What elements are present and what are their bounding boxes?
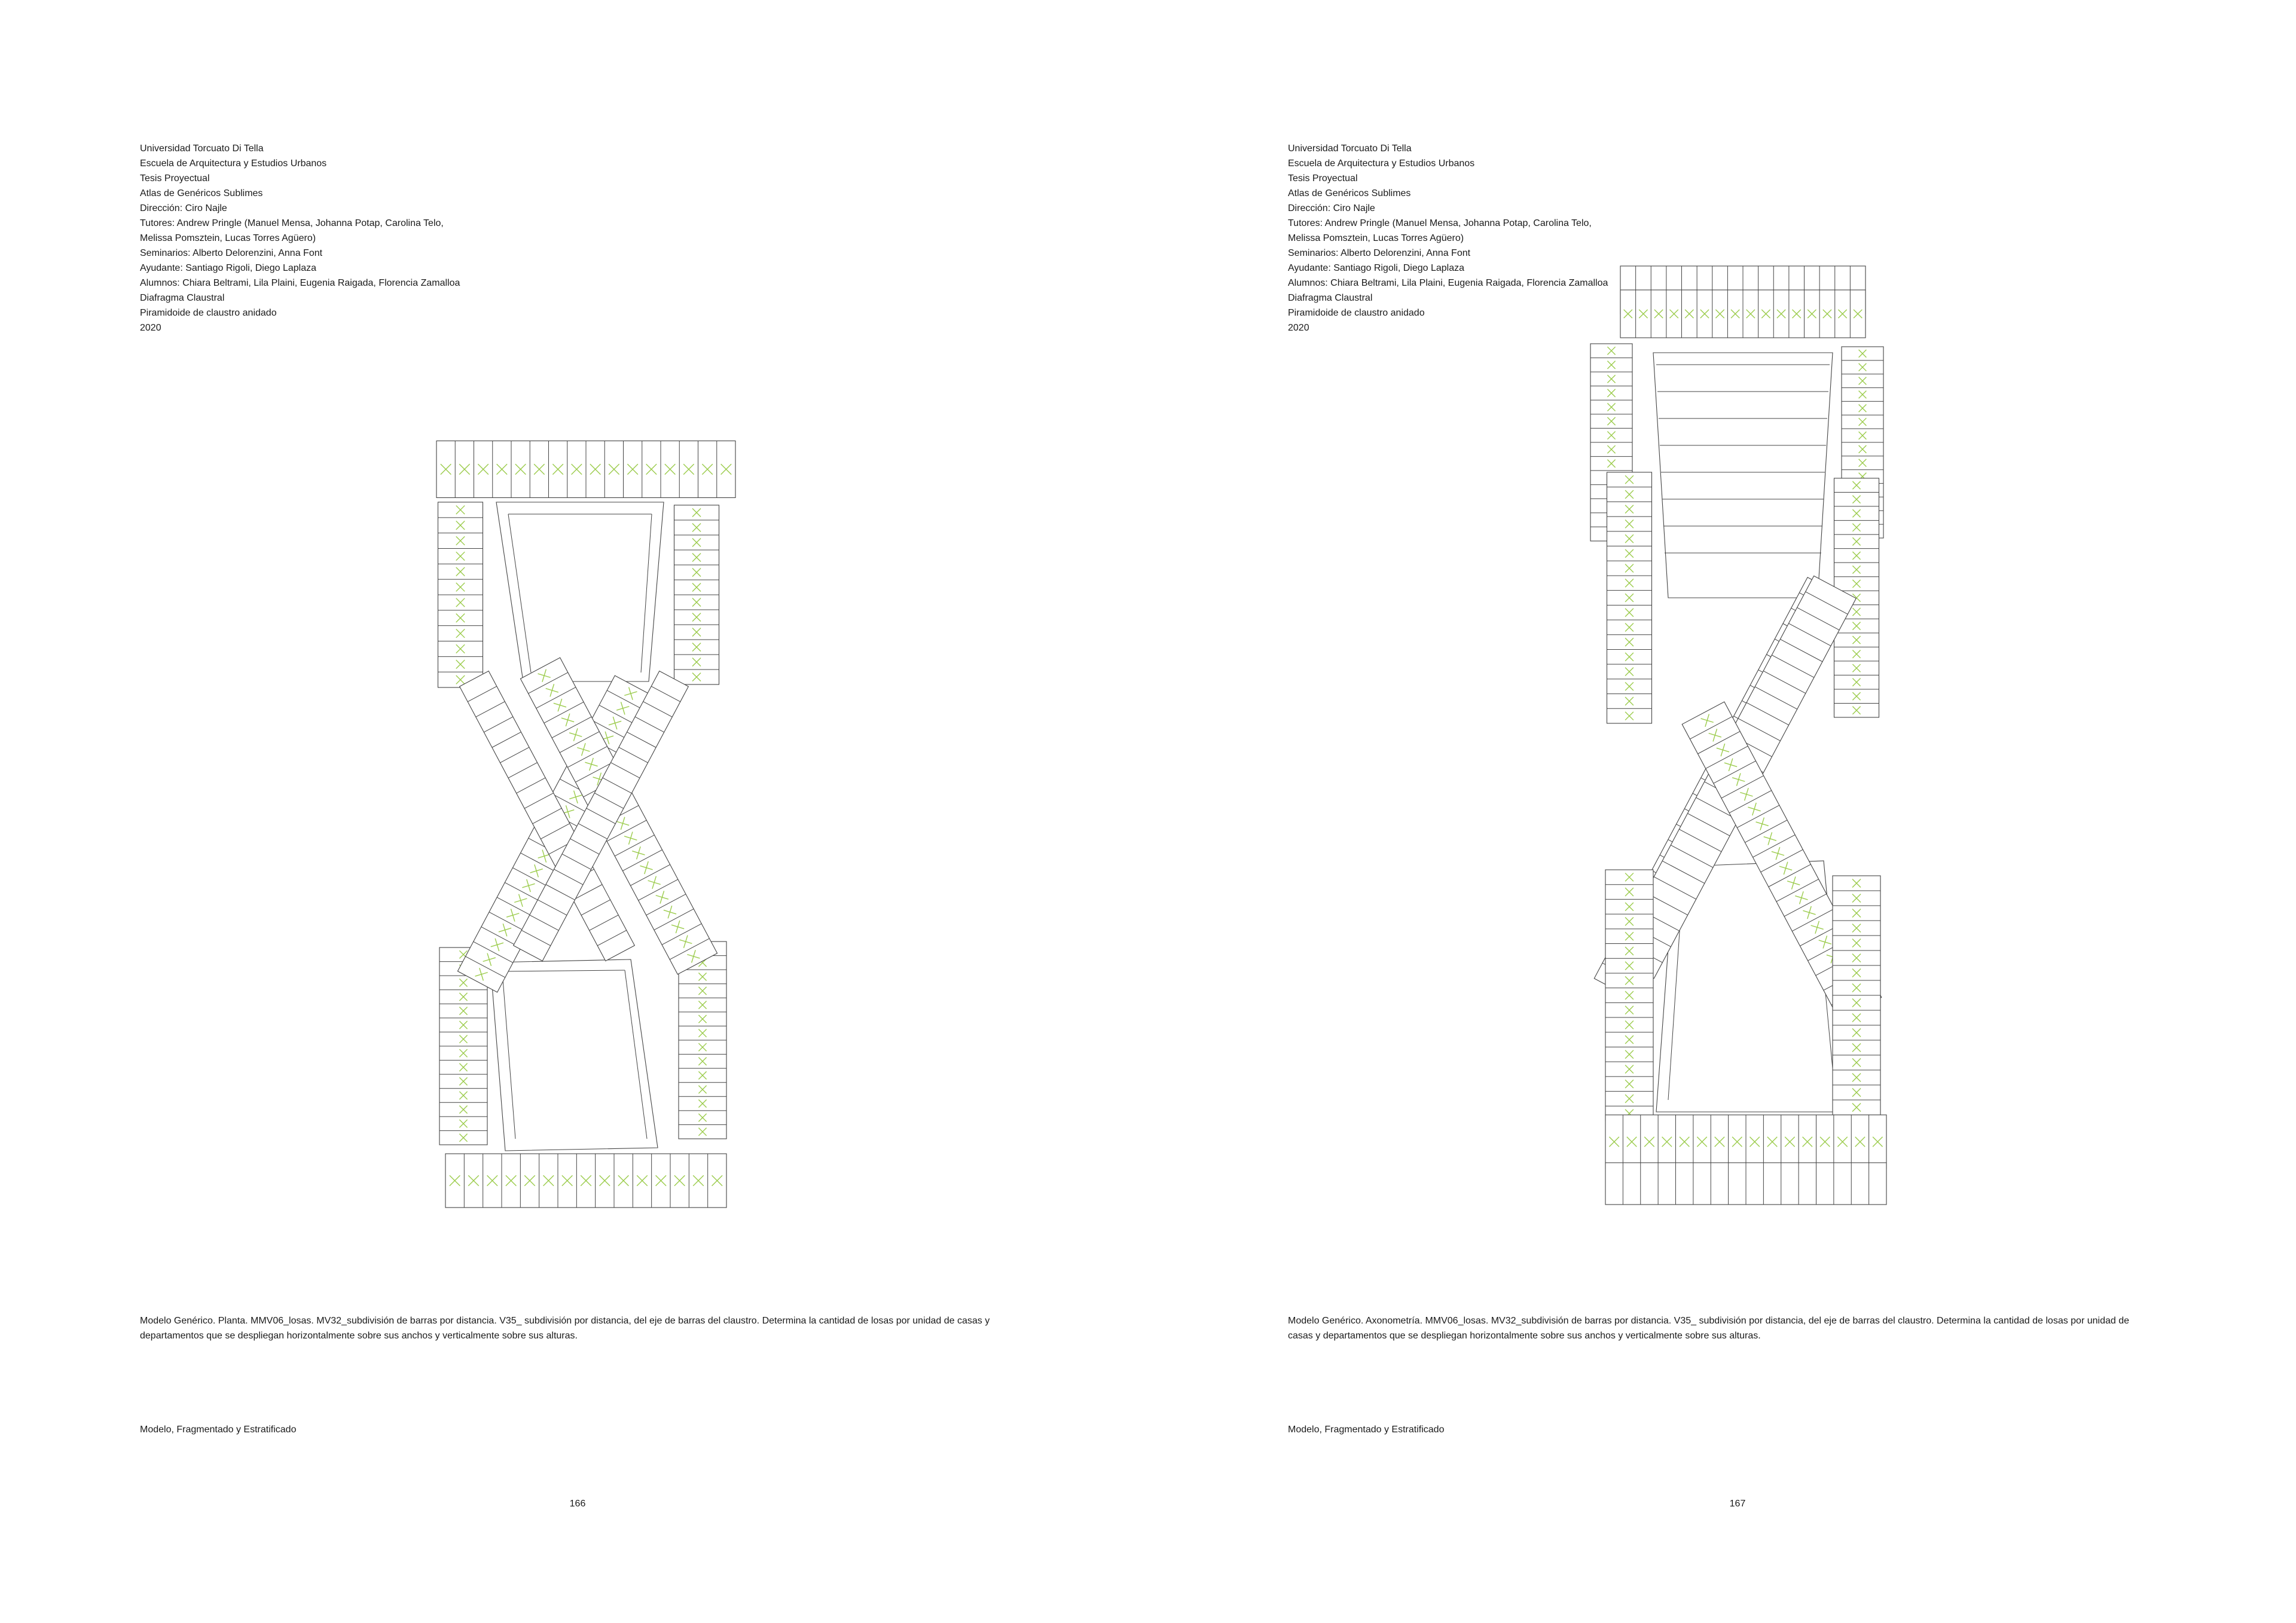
credit-line: Dirección: Ciro Najle	[1288, 203, 1375, 213]
axo-upper-courtyard	[1653, 353, 1833, 598]
credit-line: Piramidoide de claustro anidado	[140, 308, 277, 318]
axo-top-bar-2	[1620, 290, 1866, 338]
credit-line: Ayudante: Santiago Rigoli, Diego Laplaza	[140, 263, 317, 273]
credit-line: Atlas de Genéricos Sublimes	[1288, 188, 1411, 198]
credits-list	[140, 141, 618, 335]
right-lower-bar	[679, 942, 726, 1139]
credit-line: Universidad Torcuato Di Tella	[1288, 143, 1412, 154]
axo-right-lower-tower	[1833, 876, 1880, 1115]
page-number: 166	[569, 1499, 586, 1509]
right-page	[1148, 0, 2296, 1623]
credit-line: Universidad Torcuato Di Tella	[140, 143, 264, 154]
credit-line: Seminarios: Alberto Delorenzini, Anna Font	[1288, 248, 1471, 258]
axonometric-drawing	[1584, 263, 1901, 1214]
credit-line: 2020	[140, 323, 161, 333]
left-upper-bar	[438, 502, 483, 687]
credit-line: 2020	[1288, 323, 1309, 333]
lower-courtyard	[490, 959, 658, 1151]
credit-line: Diafragma Claustral	[140, 293, 225, 303]
axo-bottom-bar-2	[1605, 1115, 1886, 1169]
section-title: Modelo, Fragmentado y Estratificado	[1288, 1425, 1445, 1435]
plan-drawing	[419, 433, 753, 1211]
page-number: 167	[1729, 1499, 1746, 1509]
axo-left-lower-tower	[1605, 870, 1653, 1121]
credit-line: Diafragma Claustral	[1288, 293, 1373, 303]
credit-line: Escuela de Arquitectura y Estudios Urbanos	[1288, 158, 1475, 169]
axo-bottom-bar-1	[1605, 1163, 1886, 1205]
bottom-bar	[445, 1154, 726, 1208]
credit-line: Tutores: Andrew Pringle (Manuel Mensa, Johanna Potap, Carolina Telo, Melissa Pomsztein, Lucas Torres Agüero)	[1288, 218, 1592, 243]
right-upper-bar	[674, 505, 719, 684]
figure-caption: Modelo Genérico. Planta. MMV06_losas. MV32_subdivisión de barras por distancia. V35_ subdivisión por distancia, del eje de barras del claustro. Determina la cantidad de losas por unidad de casas y departamentos que se despliegan horizontalmente sobre sus anchos y verticalmente sobre sus alturas.	[140, 1316, 990, 1341]
credit-line: Escuela de Arquitectura y Estudios Urbanos	[140, 158, 327, 169]
credit-line: Tesis Proyectual	[140, 173, 210, 184]
section-title: Modelo, Fragmentado y Estratificado	[140, 1425, 297, 1435]
credit-line: Alumnos: Chiara Beltrami, Lila Plaini, Eugenia Raigada, Florencia Zamalloa	[1288, 278, 1608, 288]
credit-line: Atlas de Genéricos Sublimes	[140, 188, 263, 198]
credit-line: Piramidoide de claustro anidado	[1288, 308, 1425, 318]
credit-line: Dirección: Ciro Najle	[140, 203, 227, 213]
credit-line: Ayudante: Santiago Rigoli, Diego Laplaza	[1288, 263, 1465, 273]
upper-courtyard	[496, 502, 664, 681]
top-bar	[436, 441, 735, 498]
credit-line: Tesis Proyectual	[1288, 173, 1358, 184]
credit-line: Seminarios: Alberto Delorenzini, Anna Font	[140, 248, 323, 258]
credit-line: Tutores: Andrew Pringle (Manuel Mensa, Johanna Potap, Carolina Telo, Melissa Pomsztein, Lucas Torres Agüero)	[140, 218, 444, 243]
credit-line: Alumnos: Chiara Beltrami, Lila Plaini, Eugenia Raigada, Florencia Zamalloa	[140, 278, 460, 288]
figure-caption: Modelo Genérico. Axonometría. MMV06_losas. MV32_subdivisión de barras por distancia. V35_ subdivisión por distancia, del eje de barras del claustro. Determina la cantidad de losas por unidad de casas y departamentos que se despliegan horizontalmente sobre sus anchos y verticalmente sobre sus alturas.	[1288, 1316, 2130, 1341]
axo-left-tower-b	[1607, 472, 1652, 723]
